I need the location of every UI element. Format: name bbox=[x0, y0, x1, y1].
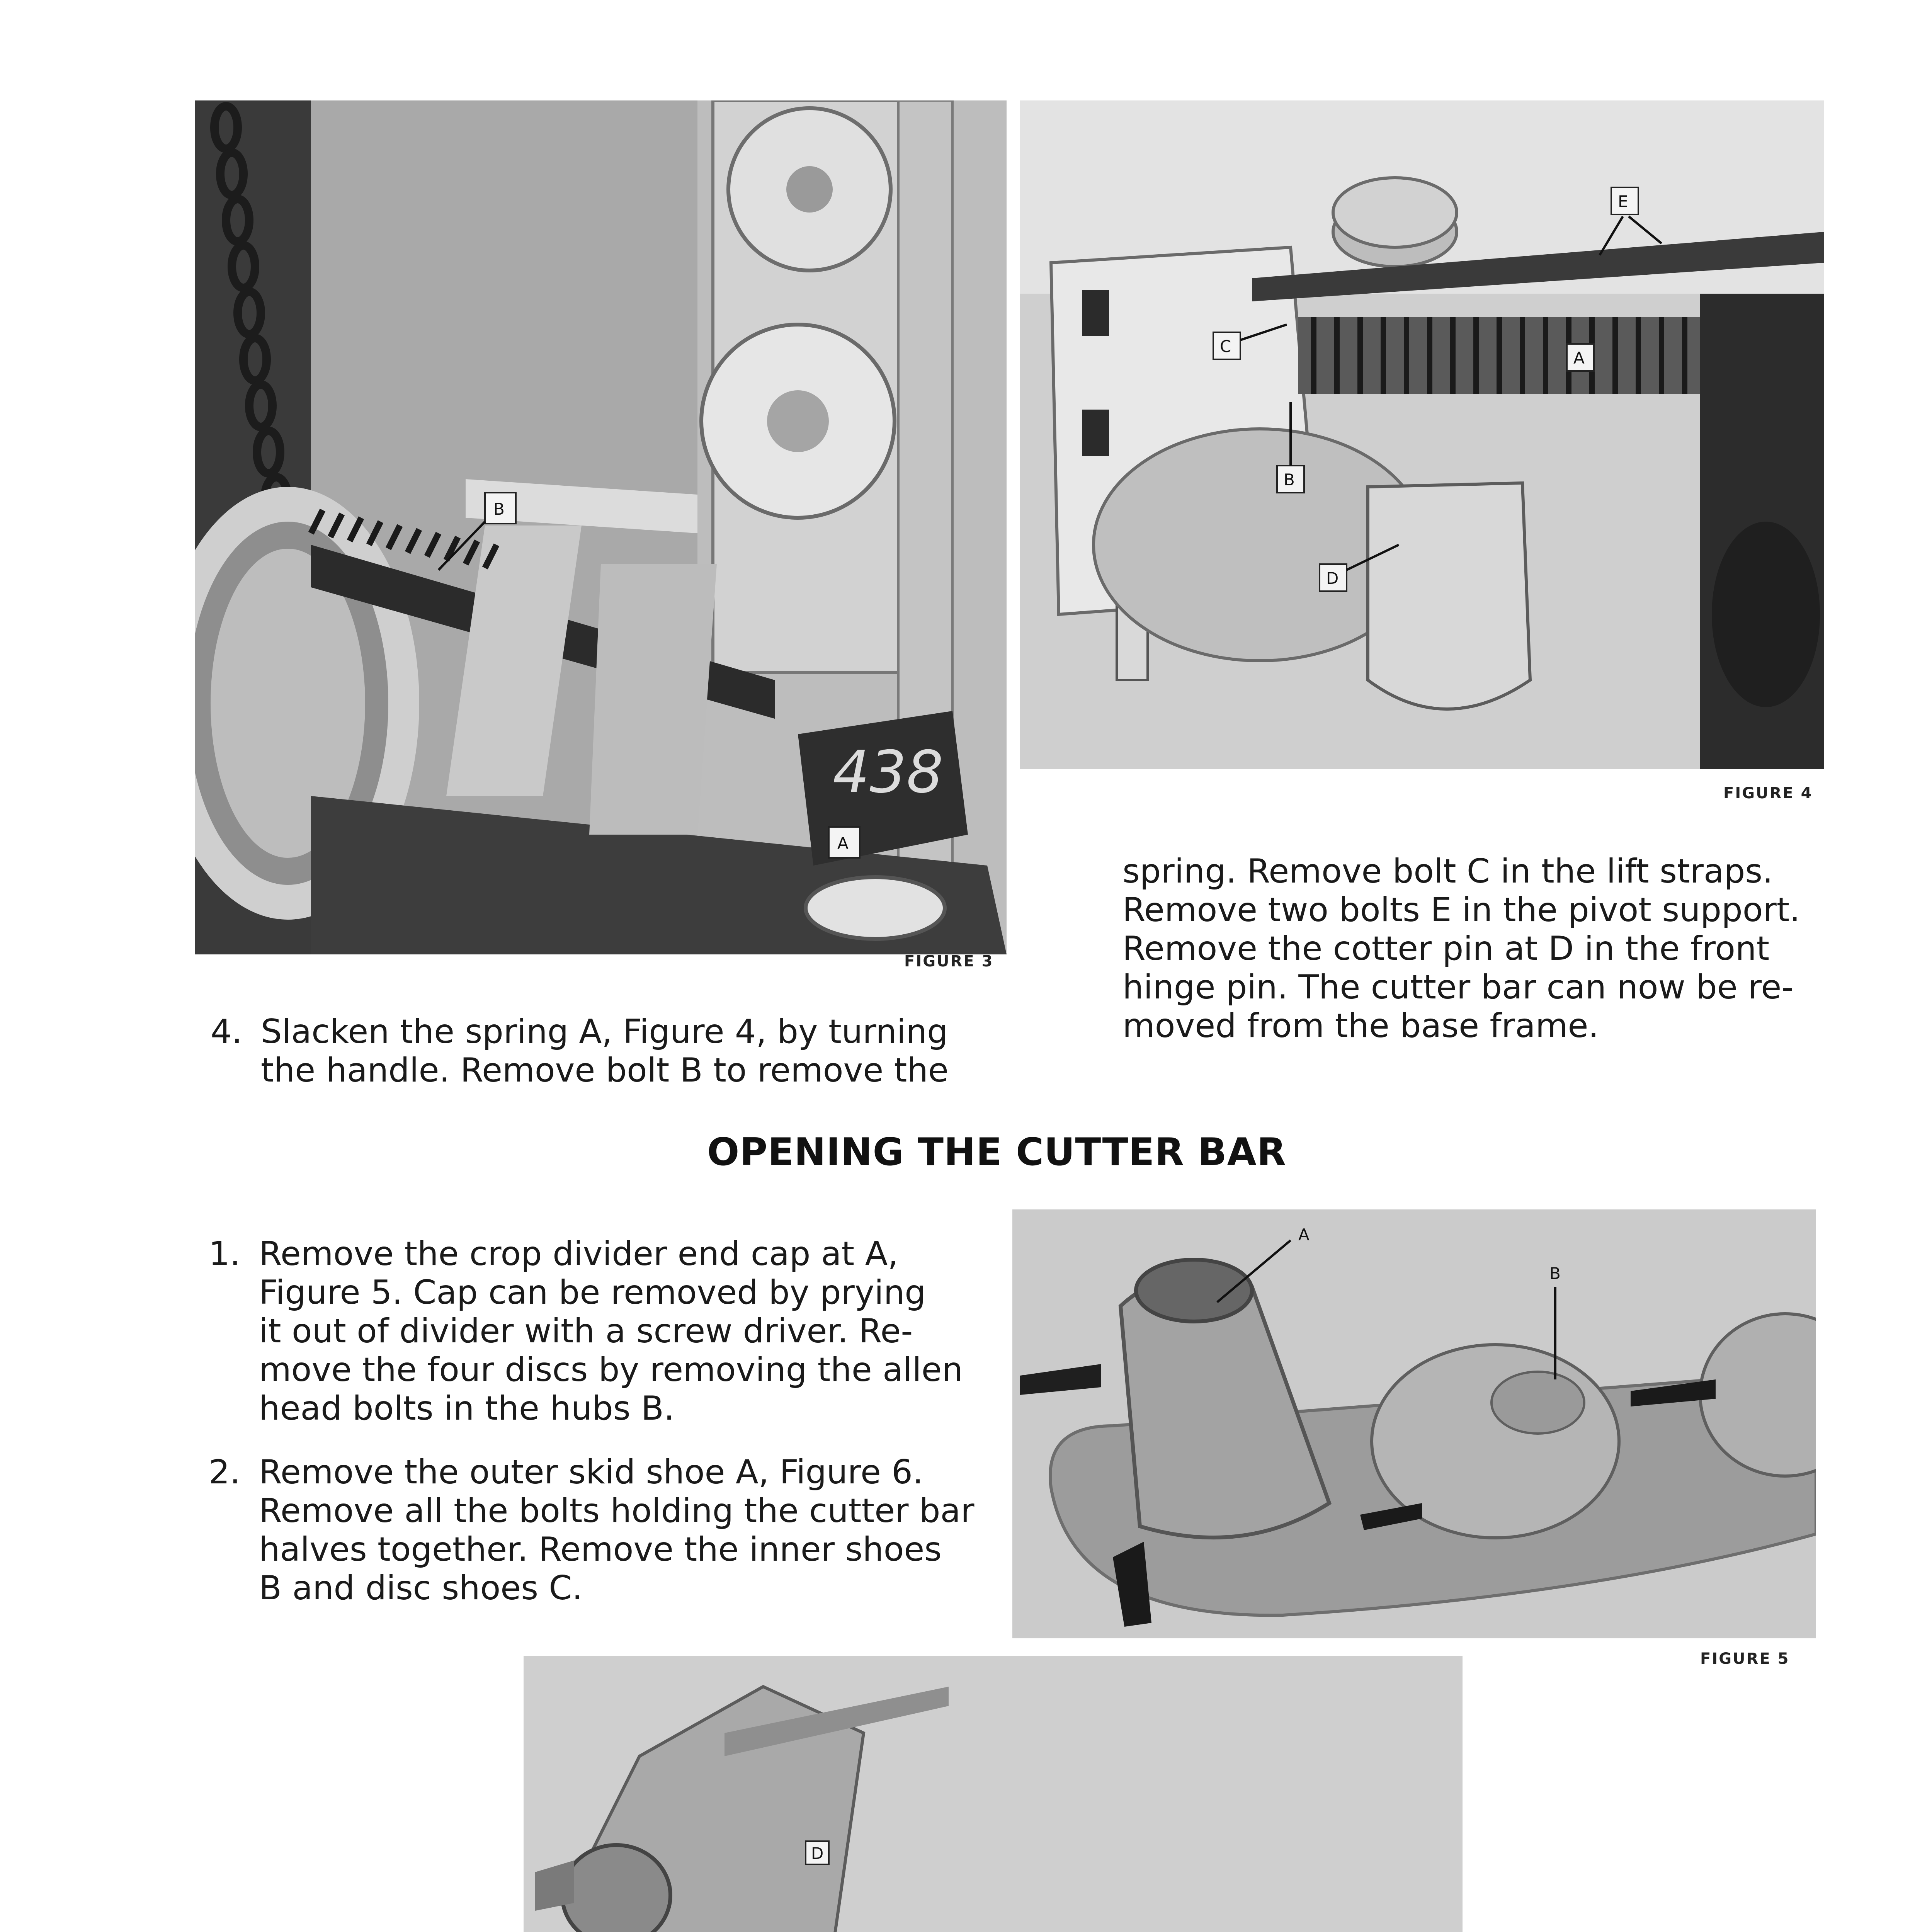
step-4-continued bbox=[1122, 852, 1826, 1045]
step-4-line: Slacken the spring A, Figure 4, by turning bbox=[261, 1012, 948, 1051]
section-heading: OPENING THE CUTTER BAR bbox=[707, 1130, 1287, 1174]
fig4-label-b: B bbox=[1284, 470, 1295, 489]
step-2 bbox=[209, 1453, 1012, 1607]
step-4-cont-line: moved from the base frame. bbox=[1122, 1007, 1599, 1045]
step-2-line: halves together. Remove the inner shoes bbox=[259, 1530, 942, 1569]
step-4-cont-line: hinge pin. The cutter bar can now be re- bbox=[1122, 968, 1794, 1007]
figure-6-photo bbox=[524, 1656, 1463, 1932]
step-4-cont-line: Remove the cotter pin at D in the front bbox=[1122, 929, 1770, 968]
step-1 bbox=[209, 1235, 1012, 1428]
step-1-line: Figure 5. Cap can be removed by prying bbox=[259, 1273, 926, 1312]
step-2-line: Remove the outer skid shoe A, Figure 6. bbox=[259, 1453, 923, 1492]
step-2-line: B and disc shoes C. bbox=[259, 1569, 583, 1607]
step-2-number: 2. bbox=[209, 1453, 241, 1492]
figure-3-photo bbox=[195, 100, 1007, 954]
step-1-line: move the four discs by removing the allen bbox=[259, 1350, 963, 1389]
fig3-label-a: A bbox=[837, 834, 849, 853]
fig4-label-d: D bbox=[1326, 569, 1339, 588]
fig4-label-e: E bbox=[1618, 192, 1628, 211]
fig5-label-a: A bbox=[1298, 1225, 1310, 1244]
figure-3-caption: FIGURE 3 bbox=[904, 952, 994, 970]
fig4-label-c: C bbox=[1220, 337, 1231, 356]
fig5-label-b: B bbox=[1549, 1264, 1561, 1283]
step-2-line: Remove all the bolts holding the cutter bar bbox=[259, 1492, 975, 1530]
step-4-line: the handle. Remove bolt B to remove the bbox=[261, 1051, 949, 1090]
fig3-label-b: B bbox=[493, 500, 505, 519]
step-1-number: 1. bbox=[209, 1235, 241, 1273]
fig6-label-d: D bbox=[811, 1844, 824, 1863]
figure-5-caption: FIGURE 5 bbox=[1700, 1650, 1790, 1668]
figure-4-photo bbox=[1020, 100, 1824, 769]
step-1-line: head bolts in the hubs B. bbox=[259, 1389, 675, 1428]
step-4-cont-line: Remove two bolts E in the pivot support. bbox=[1122, 891, 1800, 929]
step-4-cont-line: spring. Remove bolt C in the lift straps. bbox=[1122, 852, 1773, 891]
number-plate-text: 438 bbox=[833, 739, 944, 806]
step-1-line: it out of divider with a screw driver. Re- bbox=[259, 1312, 913, 1350]
fig4-label-a: A bbox=[1573, 349, 1585, 367]
figure-5-photo bbox=[1012, 1209, 1816, 1638]
step-4 bbox=[211, 1012, 1022, 1090]
step-1-line: Remove the crop divider end cap at A, bbox=[259, 1235, 898, 1273]
figure-4-caption: FIGURE 4 bbox=[1723, 784, 1813, 802]
step-4-number: 4. bbox=[211, 1012, 243, 1051]
